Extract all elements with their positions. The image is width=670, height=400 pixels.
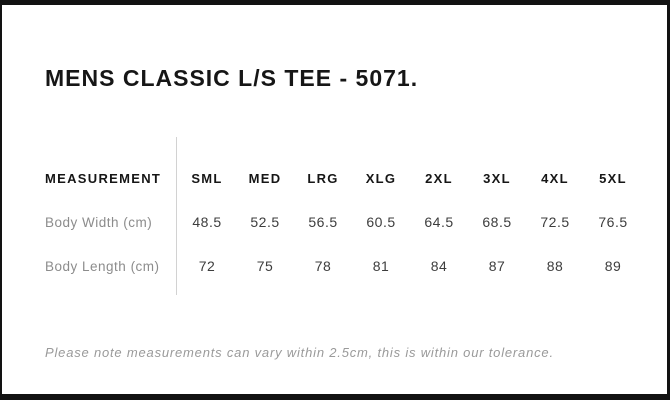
size-chart-table: [45, 156, 642, 288]
size-column-header-med: MED: [248, 170, 282, 186]
body-length-4xl: 88: [546, 258, 564, 274]
body-length-2xl: 84: [430, 258, 448, 274]
body-width-3xl: 68.5: [482, 214, 512, 230]
body-length-med: 75: [256, 258, 274, 274]
size-chart-header-row: [45, 156, 642, 200]
body-width-xlg: 60.5: [366, 214, 396, 230]
label-column-divider: [176, 137, 177, 295]
size-column-header-3xl: 3XL: [483, 170, 511, 186]
body-length-lrg: 78: [314, 258, 332, 274]
size-column-headers: [178, 171, 642, 186]
size-column-header-xlg: XLG: [365, 170, 397, 186]
size-column-header-2xl: 2XL: [425, 170, 453, 186]
size-column-header-5xl: 5XL: [599, 170, 627, 186]
body-width-values: [178, 214, 642, 230]
row-label-body-width: Body Width (cm): [45, 214, 153, 230]
body-width-med: 52.5: [250, 214, 280, 230]
body-length-5xl: 89: [604, 258, 622, 274]
size-column-header-lrg: LRG: [307, 170, 339, 186]
tolerance-note: Please note measurements can vary within 2.5cm, this is within our tolerance.: [45, 345, 554, 360]
table-row-body-length: [45, 244, 642, 288]
row-label-body-length: Body Length (cm): [45, 258, 160, 274]
table-row-body-width: [45, 200, 642, 244]
body-length-values: [178, 258, 642, 274]
body-width-2xl: 64.5: [424, 214, 454, 230]
body-width-lrg: 56.5: [308, 214, 338, 230]
size-column-header-4xl: 4XL: [541, 170, 569, 186]
body-width-5xl: 76.5: [598, 214, 628, 230]
page-title: MENS CLASSIC L/S TEE - 5071.: [45, 65, 419, 92]
size-column-header-sml: SML: [191, 170, 223, 186]
measurement-column-header: MEASUREMENT: [45, 170, 162, 186]
body-width-4xl: 72.5: [540, 214, 570, 230]
body-length-xlg: 81: [372, 258, 390, 274]
body-length-sml: 72: [198, 258, 216, 274]
body-width-sml: 48.5: [192, 214, 222, 230]
body-length-3xl: 87: [488, 258, 506, 274]
